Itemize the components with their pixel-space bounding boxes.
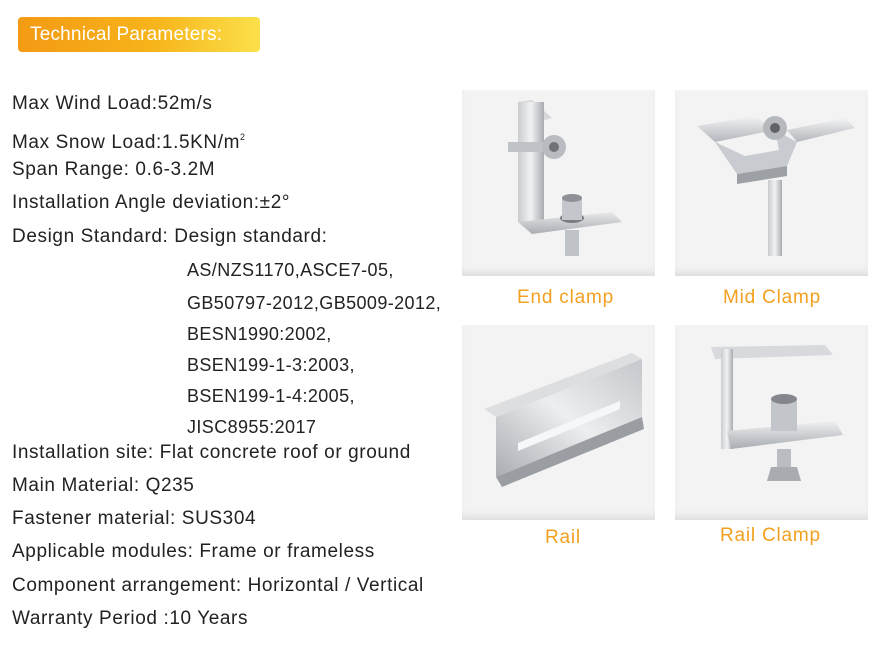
spec-standard-line-3: BESN1990:2002,: [187, 324, 332, 344]
spec-snow-load: [12, 126, 246, 154]
spec-design-standard: Design Standard: Design standard:: [12, 226, 328, 247]
rail-caption: Rail: [545, 527, 581, 548]
spec-standard-line-6: JISC8955:2017: [187, 417, 317, 437]
mid-clamp-image: [675, 90, 868, 276]
spec-applicable-modules: Applicable modules: Frame or frameless: [12, 541, 375, 562]
rail-image: [462, 325, 655, 520]
spec-span-range: Span Range: 0.6-3.2M: [12, 159, 216, 180]
spec-standard-line-5: BSEN199-1-4:2005,: [187, 386, 355, 406]
mid-clamp-illustration: [675, 90, 868, 276]
section-title: Technical Parameters:: [30, 23, 223, 45]
end-clamp-illustration: [462, 90, 655, 276]
spec-fastener-material: Fastener material: SUS304: [12, 508, 257, 529]
spec-wind-load: Max Wind Load:52m/s: [12, 93, 213, 114]
rail-clamp-image: [675, 325, 868, 520]
spec-main-material: Main Material: Q235: [12, 475, 195, 496]
end-clamp-caption: End clamp: [517, 287, 614, 308]
end-clamp-image: [462, 90, 655, 276]
spec-warranty-period: Warranty Period :10 Years: [12, 608, 249, 629]
spec-standard-line-1: AS/NZS1170,ASCE7-05,: [187, 260, 394, 280]
spec-standard-line-2: GB50797-2012,GB5009-2012,: [187, 293, 442, 313]
rail-illustration: [462, 325, 655, 520]
rail-clamp-caption: Rail Clamp: [720, 525, 821, 546]
spec-snow-load-superscript: 2: [240, 132, 246, 142]
rail-clamp-illustration: [675, 325, 868, 520]
mid-clamp-caption: Mid Clamp: [723, 287, 821, 308]
spec-standard-line-4: BSEN199-1-3:2003,: [187, 355, 355, 375]
spec-component-arrangement: Component arrangement: Horizontal / Vertical: [12, 575, 424, 596]
spec-installation-angle: Installation Angle deviation:±2°: [12, 192, 291, 213]
section-title-badge: [18, 17, 260, 52]
spec-snow-load-text: Max Snow Load:1.5KN/m: [12, 132, 241, 153]
spec-installation-site: Installation site: Flat concrete roof or ground: [12, 442, 411, 463]
